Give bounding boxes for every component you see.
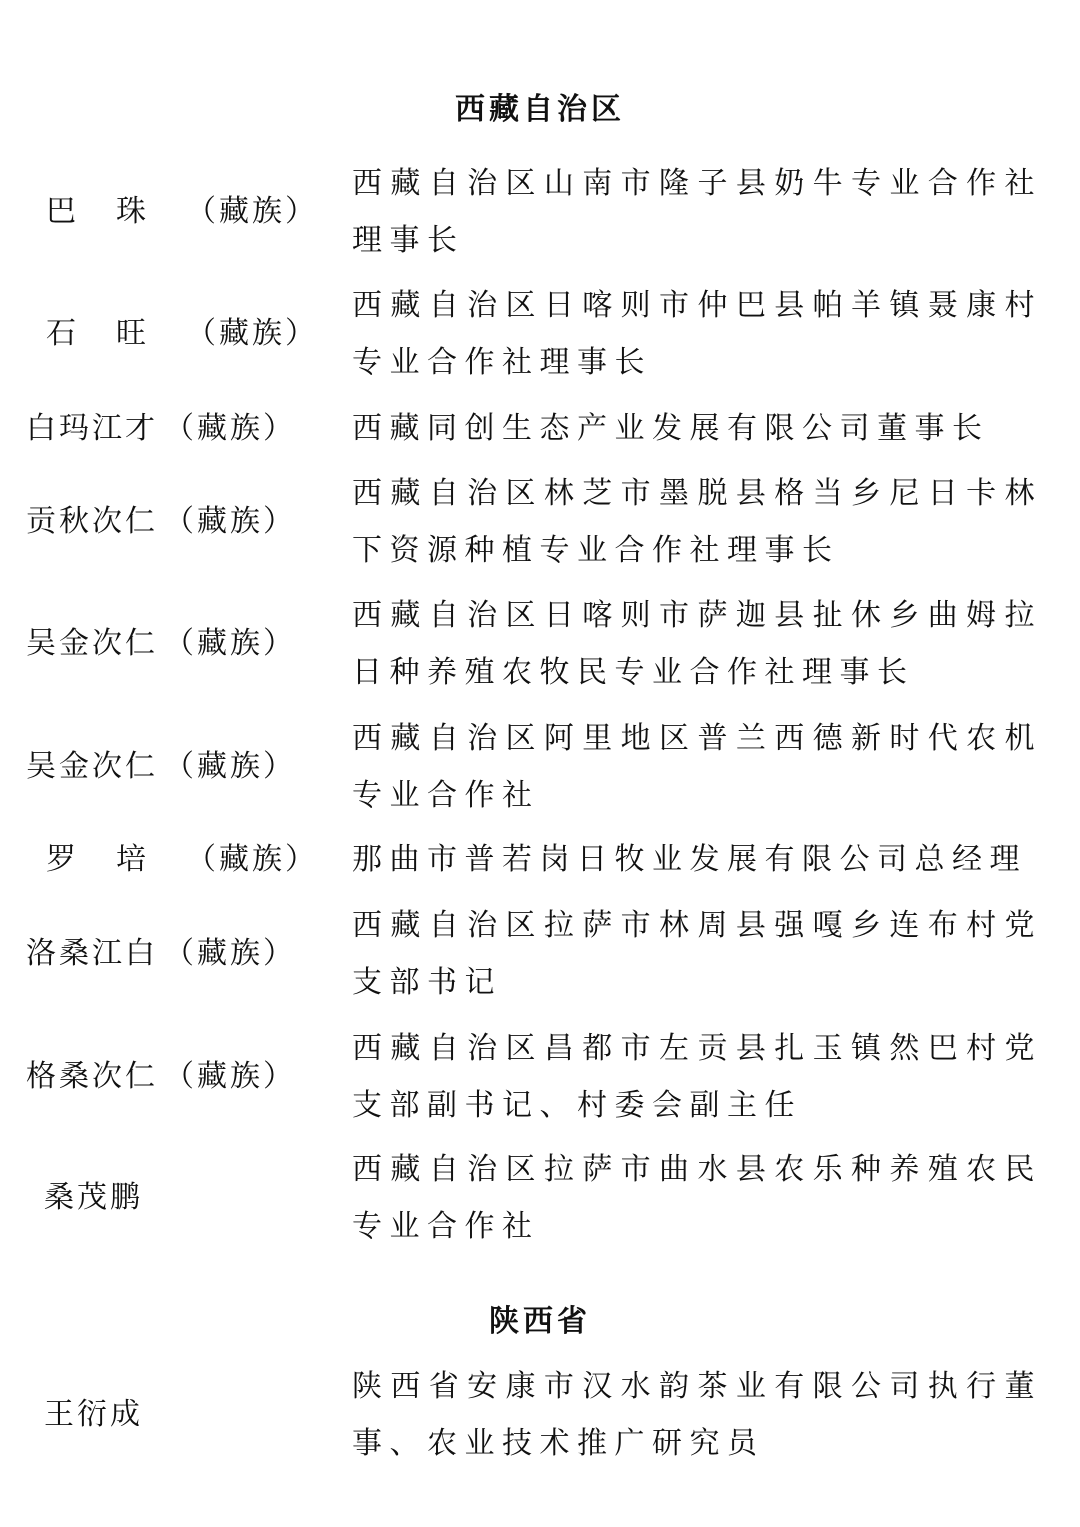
ethnicity-label: （藏族） bbox=[164, 936, 296, 971]
ethnicity-label: （藏族） bbox=[164, 749, 296, 784]
position-description: 西藏自治区山南市隆子县奶牛专业合作社理事长 bbox=[352, 166, 1042, 258]
section-title: 陕西省 bbox=[489, 1304, 591, 1339]
position-description: 陕西省安康市汉水韵茶业有限公司执行董事、农业技术推广研究员 bbox=[352, 1369, 1042, 1461]
ethnicity-label: （藏族） bbox=[186, 842, 318, 877]
person-name: 巴珠（藏族） bbox=[24, 192, 294, 232]
position-description: 西藏自治区阿里地区普兰西德新时代农机专业合作社 bbox=[352, 721, 1042, 813]
ethnicity-label: （藏族） bbox=[164, 1059, 296, 1094]
person-name: 白玛江才 （藏族） bbox=[26, 409, 296, 449]
person-name: 石旺（藏族） bbox=[24, 314, 294, 354]
position-description: 西藏自治区拉萨市曲水县农乐种养殖农民专业合作社 bbox=[352, 1152, 1042, 1244]
position-description: 西藏自治区林芝市墨脱县格当乡尼日卡林下资源种植专业合作社理事长 bbox=[352, 476, 1042, 568]
person-name: 格桑次仁 （藏族） bbox=[26, 1057, 296, 1097]
person-name: 桑茂鹏 bbox=[44, 1180, 143, 1215]
section-title: 西藏自治区 bbox=[455, 92, 625, 127]
position-description: 西藏自治区昌都市左贡县扎玉镇然巴村党支部副书记、村委会副主任 bbox=[352, 1031, 1042, 1123]
person-name: 吴金次仁 （藏族） bbox=[26, 747, 296, 787]
position-description: 西藏自治区日喀则市萨迦县扯休乡曲姆拉日种养殖农牧民专业合作社理事长 bbox=[352, 598, 1042, 690]
person-name: 王衍成 bbox=[44, 1397, 143, 1432]
person-name: 罗培（藏族） bbox=[24, 840, 294, 880]
position-description: 西藏自治区日喀则市仲巴县帕羊镇聂康村专业合作社理事长 bbox=[352, 288, 1042, 380]
ethnicity-label: （藏族） bbox=[164, 411, 296, 446]
position-description: 那曲市普若岗日牧业发展有限公司总经理 bbox=[352, 842, 1027, 877]
ethnicity-label: （藏族） bbox=[186, 316, 318, 351]
ethnicity-label: （藏族） bbox=[186, 194, 318, 229]
ethnicity-label: （藏族） bbox=[164, 504, 296, 539]
position-description: 西藏自治区拉萨市林周县强嘎乡连布村党支部书记 bbox=[352, 908, 1042, 1000]
person-name: 贡秋次仁 （藏族） bbox=[26, 502, 296, 542]
ethnicity-label: （藏族） bbox=[164, 626, 296, 661]
person-name: 洛桑江白 （藏族） bbox=[26, 934, 296, 974]
position-description: 西藏同创生态产业发展有限公司董事长 bbox=[352, 411, 990, 446]
person-name: 吴金次仁 （藏族） bbox=[26, 624, 296, 664]
